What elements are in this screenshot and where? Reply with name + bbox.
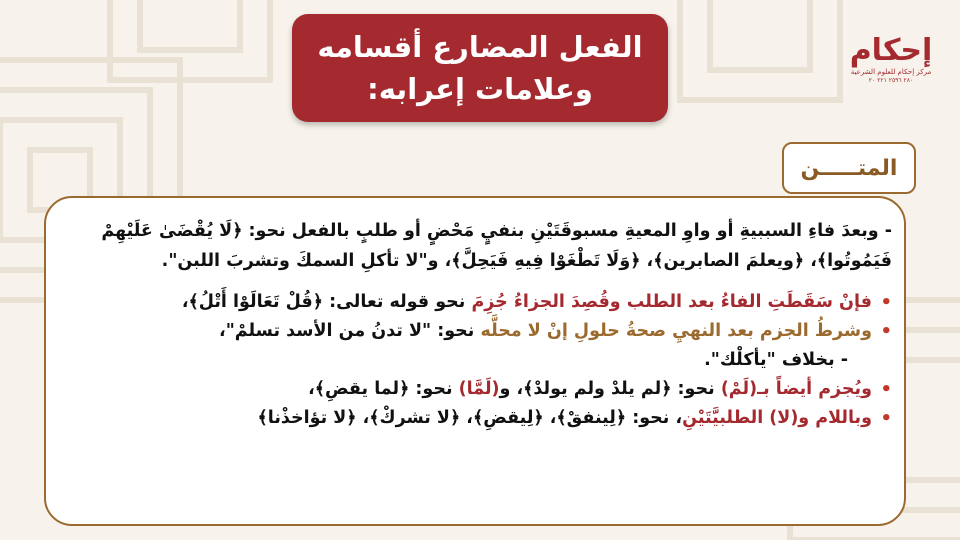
rule-highlight: فإنْ سَقَطَتِ الفاءُ بعد الطلب وقُصِدَ الجزاءُ جُزِمَ bbox=[471, 292, 872, 312]
list-item bbox=[54, 317, 900, 346]
brand-logo bbox=[846, 24, 936, 100]
logo-phone: ٢٨٠ ٢٥٩٦ ٢٢١ ٢٠ bbox=[868, 77, 914, 84]
rules-list bbox=[54, 288, 900, 433]
title-line-2: وعلامات إعرابه: bbox=[367, 72, 593, 106]
rule-text: ، نحو: ﴿لِينفقْ﴾، ﴿لِيقضِ﴾، ﴿لا تشركْ﴾، ﴿لا تؤاخذْنا﴾ bbox=[257, 408, 683, 428]
rule-highlight-secondary: (لَمَّا) bbox=[458, 379, 500, 399]
rule-highlight: وشرطُ الجزم بعد النهيِ صحةُ حلولِ إنْ لا محلَّه bbox=[480, 321, 872, 341]
text-content bbox=[54, 216, 900, 433]
section-label-text: المتـــــن bbox=[800, 155, 898, 181]
list-item bbox=[54, 288, 900, 317]
title-line-1: الفعل المضارع أقسامه bbox=[317, 30, 643, 64]
rule-text: نحو قوله تعالى: ﴿قُلْ تَعَالَوْا أَتْلُ﴾، bbox=[181, 292, 472, 312]
section-label bbox=[782, 142, 916, 194]
logo-subtitle: مركز إحكام للعلوم الشرعية bbox=[850, 68, 932, 76]
rule-text: نحو: "لا تدنُ من الأسد تسلمْ"، bbox=[219, 321, 481, 341]
title-banner bbox=[292, 14, 668, 122]
intro-paragraph: - وبعدَ فاءِ السببيةِ أو واوِ المعيةِ مسبوقَتَيْنِ بنفيٍ مَحْضٍ أو طلبٍ بالفعل نحو: ﴿لَا يُقْضَىٰ عَلَيْهِمْ فَيَمُوتُوا﴾، ﴿ويعلمَ الصابرين﴾، ﴿وَلَا تَطْغَوْا فِيهِ فَيَحِلَّ﴾، و"لا تأكلِ السمكَ وتشربَ اللبن". bbox=[101, 221, 892, 271]
list-item bbox=[54, 404, 900, 433]
rule-text: - بخلاف "يأكلْك". bbox=[704, 350, 848, 370]
rule-text: نحو: ﴿لم يلدْ ولم يولدْ﴾، و bbox=[499, 379, 721, 399]
logo-mark: إحكام bbox=[849, 33, 933, 68]
list-item bbox=[54, 375, 900, 404]
list-item bbox=[54, 346, 900, 375]
rule-highlight: وباللام و(لا) الطلبيَّتَيْنِ bbox=[682, 408, 872, 428]
rule-highlight: ويُجزم أيضاً بـ(لَمْ) bbox=[720, 379, 872, 399]
rule-text: نحو: ﴿لما يقضِ﴾، bbox=[308, 379, 459, 399]
